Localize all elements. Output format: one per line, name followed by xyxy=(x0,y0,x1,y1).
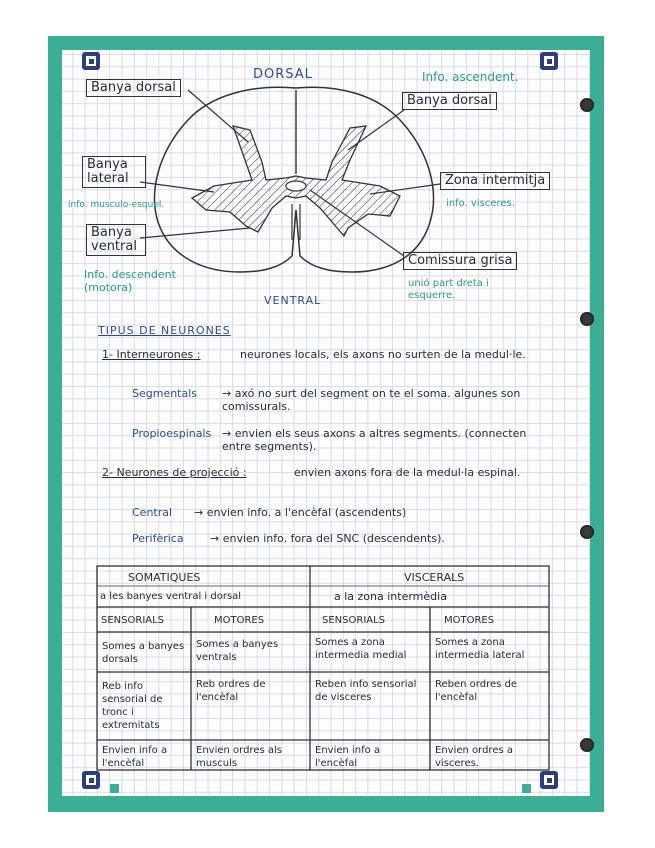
header-motores-visceral: MOTORES xyxy=(444,615,495,626)
banya-dorsal-left-label: Banya dorsal xyxy=(86,79,181,97)
header-sensorials-visceral: SENSORIALS xyxy=(322,615,386,626)
item2-text: envien axons fora de la medul·la espinal. xyxy=(294,466,521,479)
banya-ventral-label: Banya ventral xyxy=(86,224,146,256)
table-cell: Somes a banyes dorsals xyxy=(102,641,185,665)
info-descendent-label: Info. descendent (motora) xyxy=(84,268,176,294)
central-text: → envien info. a l'encèfal (ascendents) xyxy=(194,506,407,519)
table-cell: Reb ordres de l'encèfal xyxy=(196,679,266,703)
sub-viscerals: a la zona intermèdia xyxy=(334,590,447,603)
table-cell: Envien ordres a visceres. xyxy=(435,745,513,769)
sub-somatiques: a les banyes ventral i dorsal xyxy=(100,591,242,602)
info-visceres-label: info. visceres. xyxy=(446,198,515,209)
propioespinals-text: → envien els seus axons a altres segments. (connecten entre segments). xyxy=(222,427,527,453)
propioespinals-label: Propioespinals xyxy=(132,427,212,440)
header-motores-somatic: MOTORES xyxy=(214,615,265,626)
info-ascendent-label: Info. ascendent. xyxy=(422,70,519,84)
table-cell: Somes a zona intermedia lateral xyxy=(435,637,525,661)
periferica-text: → envien info. fora del SNC (descendents). xyxy=(210,532,445,545)
table-cell: Envien ordres als musculs xyxy=(196,745,282,769)
table-cell: Envien info a l'encèfal xyxy=(315,745,381,769)
periferica-label: Perifèrica xyxy=(132,532,184,545)
item1-text: neurones locals, els axons no surten de la medul·le. xyxy=(240,348,526,361)
segmentals-text: → axó no surt del segment on te el soma. algunes son comissurals. xyxy=(222,387,521,413)
central-label: Central xyxy=(132,506,173,519)
tipus-neurones-title: TIPUS DE NEURONES xyxy=(98,324,231,337)
header-sensorials-somatic: SENSORIALS xyxy=(101,615,165,626)
banya-dorsal-right-label: Banya dorsal xyxy=(402,92,497,110)
table-cell: Envien info a l'encèfal xyxy=(102,745,168,769)
table-cell: Reb info sensorial de tronc i extremitats xyxy=(102,681,163,731)
banya-lateral-label: Banya lateral xyxy=(82,156,146,188)
ventral-label: VENTRAL xyxy=(264,294,322,307)
table-cell: Somes a zona intermedia medial xyxy=(315,637,407,661)
col-viscerals: VISCERALS xyxy=(404,571,465,584)
item2-label: 2- Neurones de projecció : xyxy=(102,466,247,479)
item1-label: 1- Interneurones : xyxy=(102,348,201,361)
info-musculo-label: info. musculo-esquel. xyxy=(68,200,165,210)
table-cell: Somes a banyes ventrals xyxy=(196,639,279,663)
table-cell: Reben info sensorial de visceres xyxy=(315,679,417,703)
segmentals-label: Segmentals xyxy=(132,387,198,400)
zona-intermitja-label: Zona intermitja xyxy=(440,172,550,190)
comissura-grisa-label: Comissura grisa xyxy=(403,252,517,270)
table-cell: Reben ordres de l'encèfal xyxy=(435,679,518,703)
dorsal-label: DORSAL xyxy=(253,67,313,82)
col-somatiques: SOMATIQUES xyxy=(128,571,201,584)
unio-label: unió part dreta i esquerre. xyxy=(408,278,489,301)
